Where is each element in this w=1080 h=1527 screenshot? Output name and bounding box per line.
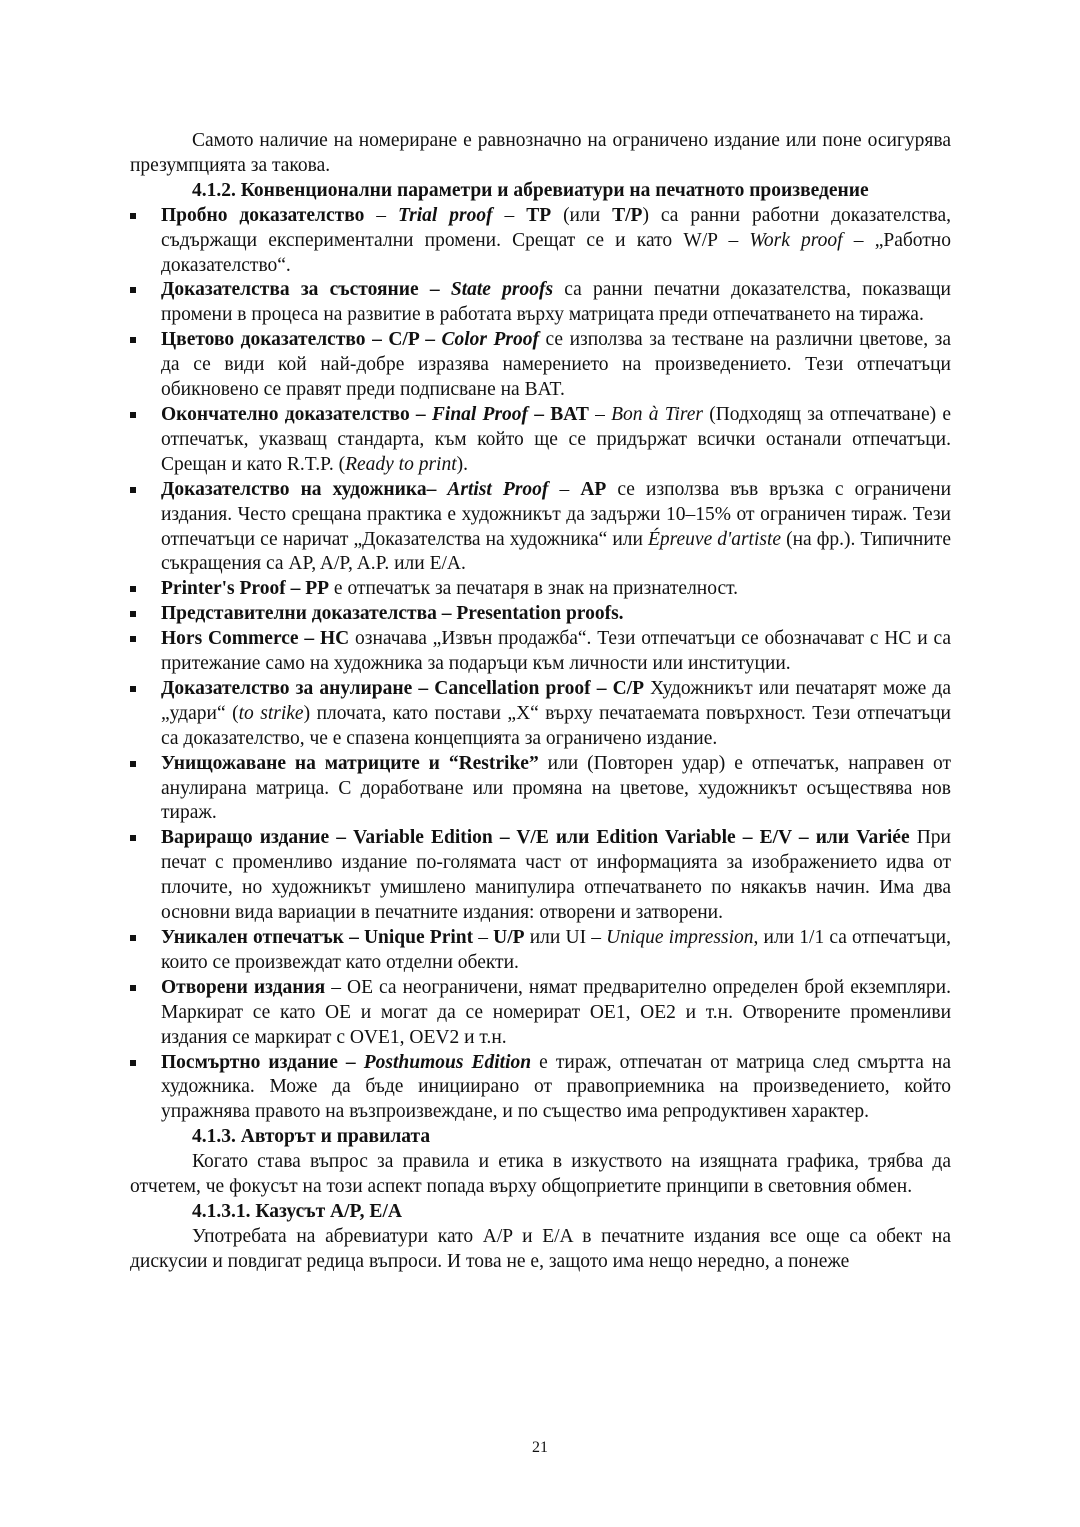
list-item-printers-proof: Printer's Proof – PP е отпечатък за печатаря в знак на признателност. xyxy=(130,577,951,602)
list-item-presentation-proofs: Представителни доказателства – Presentation proofs. xyxy=(130,602,951,627)
paragraph-4-1-3-1: Употребата на абревиатури като A/P и E/A в печатните издания все още са обект на дискусии и повдигат редица въпроси. И това не е, защото има нещо нередно, а понеже xyxy=(130,1225,951,1272)
list-item-trial-proof: Пробно доказателство – Trial proof – TP (или T/P) са ранни работни доказателства, съдържащи експериментални промени. Срещат се и като W/P – Work proof – „Работно доказателство“. xyxy=(130,204,951,279)
abbreviation-list xyxy=(130,204,951,1126)
list-item-cancellation-proof: Доказателство за анулиране – Cancellation proof – C/P Художникът или печатарят може да „удари“ (to strike) плочата, като постави „X“ върху печатаемата повърхност. Тези отпечатъци са доказателство, че е спазена концепцията за ограничено издание. xyxy=(130,677,951,752)
list-item-open-editions: Отворени издания – OE са неограничени, нямат предварително определен брой екземпляри. Маркират се като OE и могат да се номерират OE1, OE2 и т.н. Отворените променливи издания се маркират с OVE1, OEV2 и т.н. xyxy=(130,976,951,1051)
list-item-restrike: Унищожаване на матриците и “Restrike” или (Повторен удар) е отпечатък, направен от анулирана матрица. С доработване или промяна на цветове, художникът осъществява нов тираж. xyxy=(130,752,951,827)
section-heading-4-1-2: 4.1.2. Конвенционални параметри и абревиатури на печатното произведение xyxy=(192,179,869,201)
page-content xyxy=(130,129,951,1275)
list-item-variable-edition: Вариращо издание – Variable Edition – V/E или Edition Variable – E/V – или Variée При печат с променливо издание по-голямата част от информацията за изображението идва от плочите, но художникът умишлено манипулира отпечатването по някакъв начин. Има два основни вида вариации в печатните издания: отворени и затворени. xyxy=(130,826,951,926)
list-item-color-proof: Цветово доказателство – C/P – Color Proof се използва за тестване на различни цветове, за да се види кой най-добре изразява намерението на произведението. Тези отпечатъци обикновено се правят преди подписване на BAT. xyxy=(130,328,951,403)
page-number: 21 xyxy=(532,1439,548,1456)
list-item-unique-print: Уникален отпечатък – Unique Print – U/P или UI – Unique impression, или 1/1 са отпечатъци, които се произвеждат като отделни обекти. xyxy=(130,926,951,976)
intro-paragraph: Самото наличие на номериране е равнозначно на ограничено издание или поне осигурява презумпцията за такова. xyxy=(130,130,951,176)
paragraph-4-1-3: Когато става въпрос за правила и етика в изкуството на изящната графика, трябва да отчетем, че фокусът на този аспект попада върху общоприетите принципи в световния обмен. xyxy=(130,1151,951,1198)
section-heading-4-1-3-1: 4.1.3.1. Казусът A/P, E/A xyxy=(192,1200,402,1222)
list-item-final-proof: Окончателно доказателство – Final Proof – BAT – Bon à Tirer (Подходящ за отпечатване) е отпечатък, указващ стандарта, към който ще се придържат всички останали отпечатъци. Срещан и като R.T.P. (Ready to print). xyxy=(130,403,951,478)
section-heading-4-1-3: 4.1.3. Авторът и правилата xyxy=(192,1126,431,1148)
list-item-hors-commerce: Hors Commerce – HC означава „Извън продажба“. Тези отпечатъци се обозначават с HC и са притежание само на художника за подаръци към личности или институции. xyxy=(130,627,951,677)
list-item-state-proofs: Доказателства за състояние – State proofs са ранни печатни доказателства, показващи промени в процеса на развитие в работата върху матрицата преди отпечатването на тиража. xyxy=(130,278,951,328)
list-item-artist-proof: Доказателство на художника– Artist Proof – AP се използва във връзка с ограничени издания. Често срещана практика е художникът да задържи 10–15% от ограничен тираж. Тези отпечатъци се наричат „Доказателства на художника“ или Épreuve d'artiste (на фр.). Типичните съкращения са AP, A/P, A.P. или E/A. xyxy=(130,478,951,578)
list-item-posthumous-edition: Посмъртно издание – Posthumous Edition е тираж, отпечатан от матрица след смъртта на художника. Може да бъде инициирано от правоприемника на произведението, който упражнява правото на възпроизвеждане, и по същество има репродуктивен характер. xyxy=(130,1051,951,1126)
